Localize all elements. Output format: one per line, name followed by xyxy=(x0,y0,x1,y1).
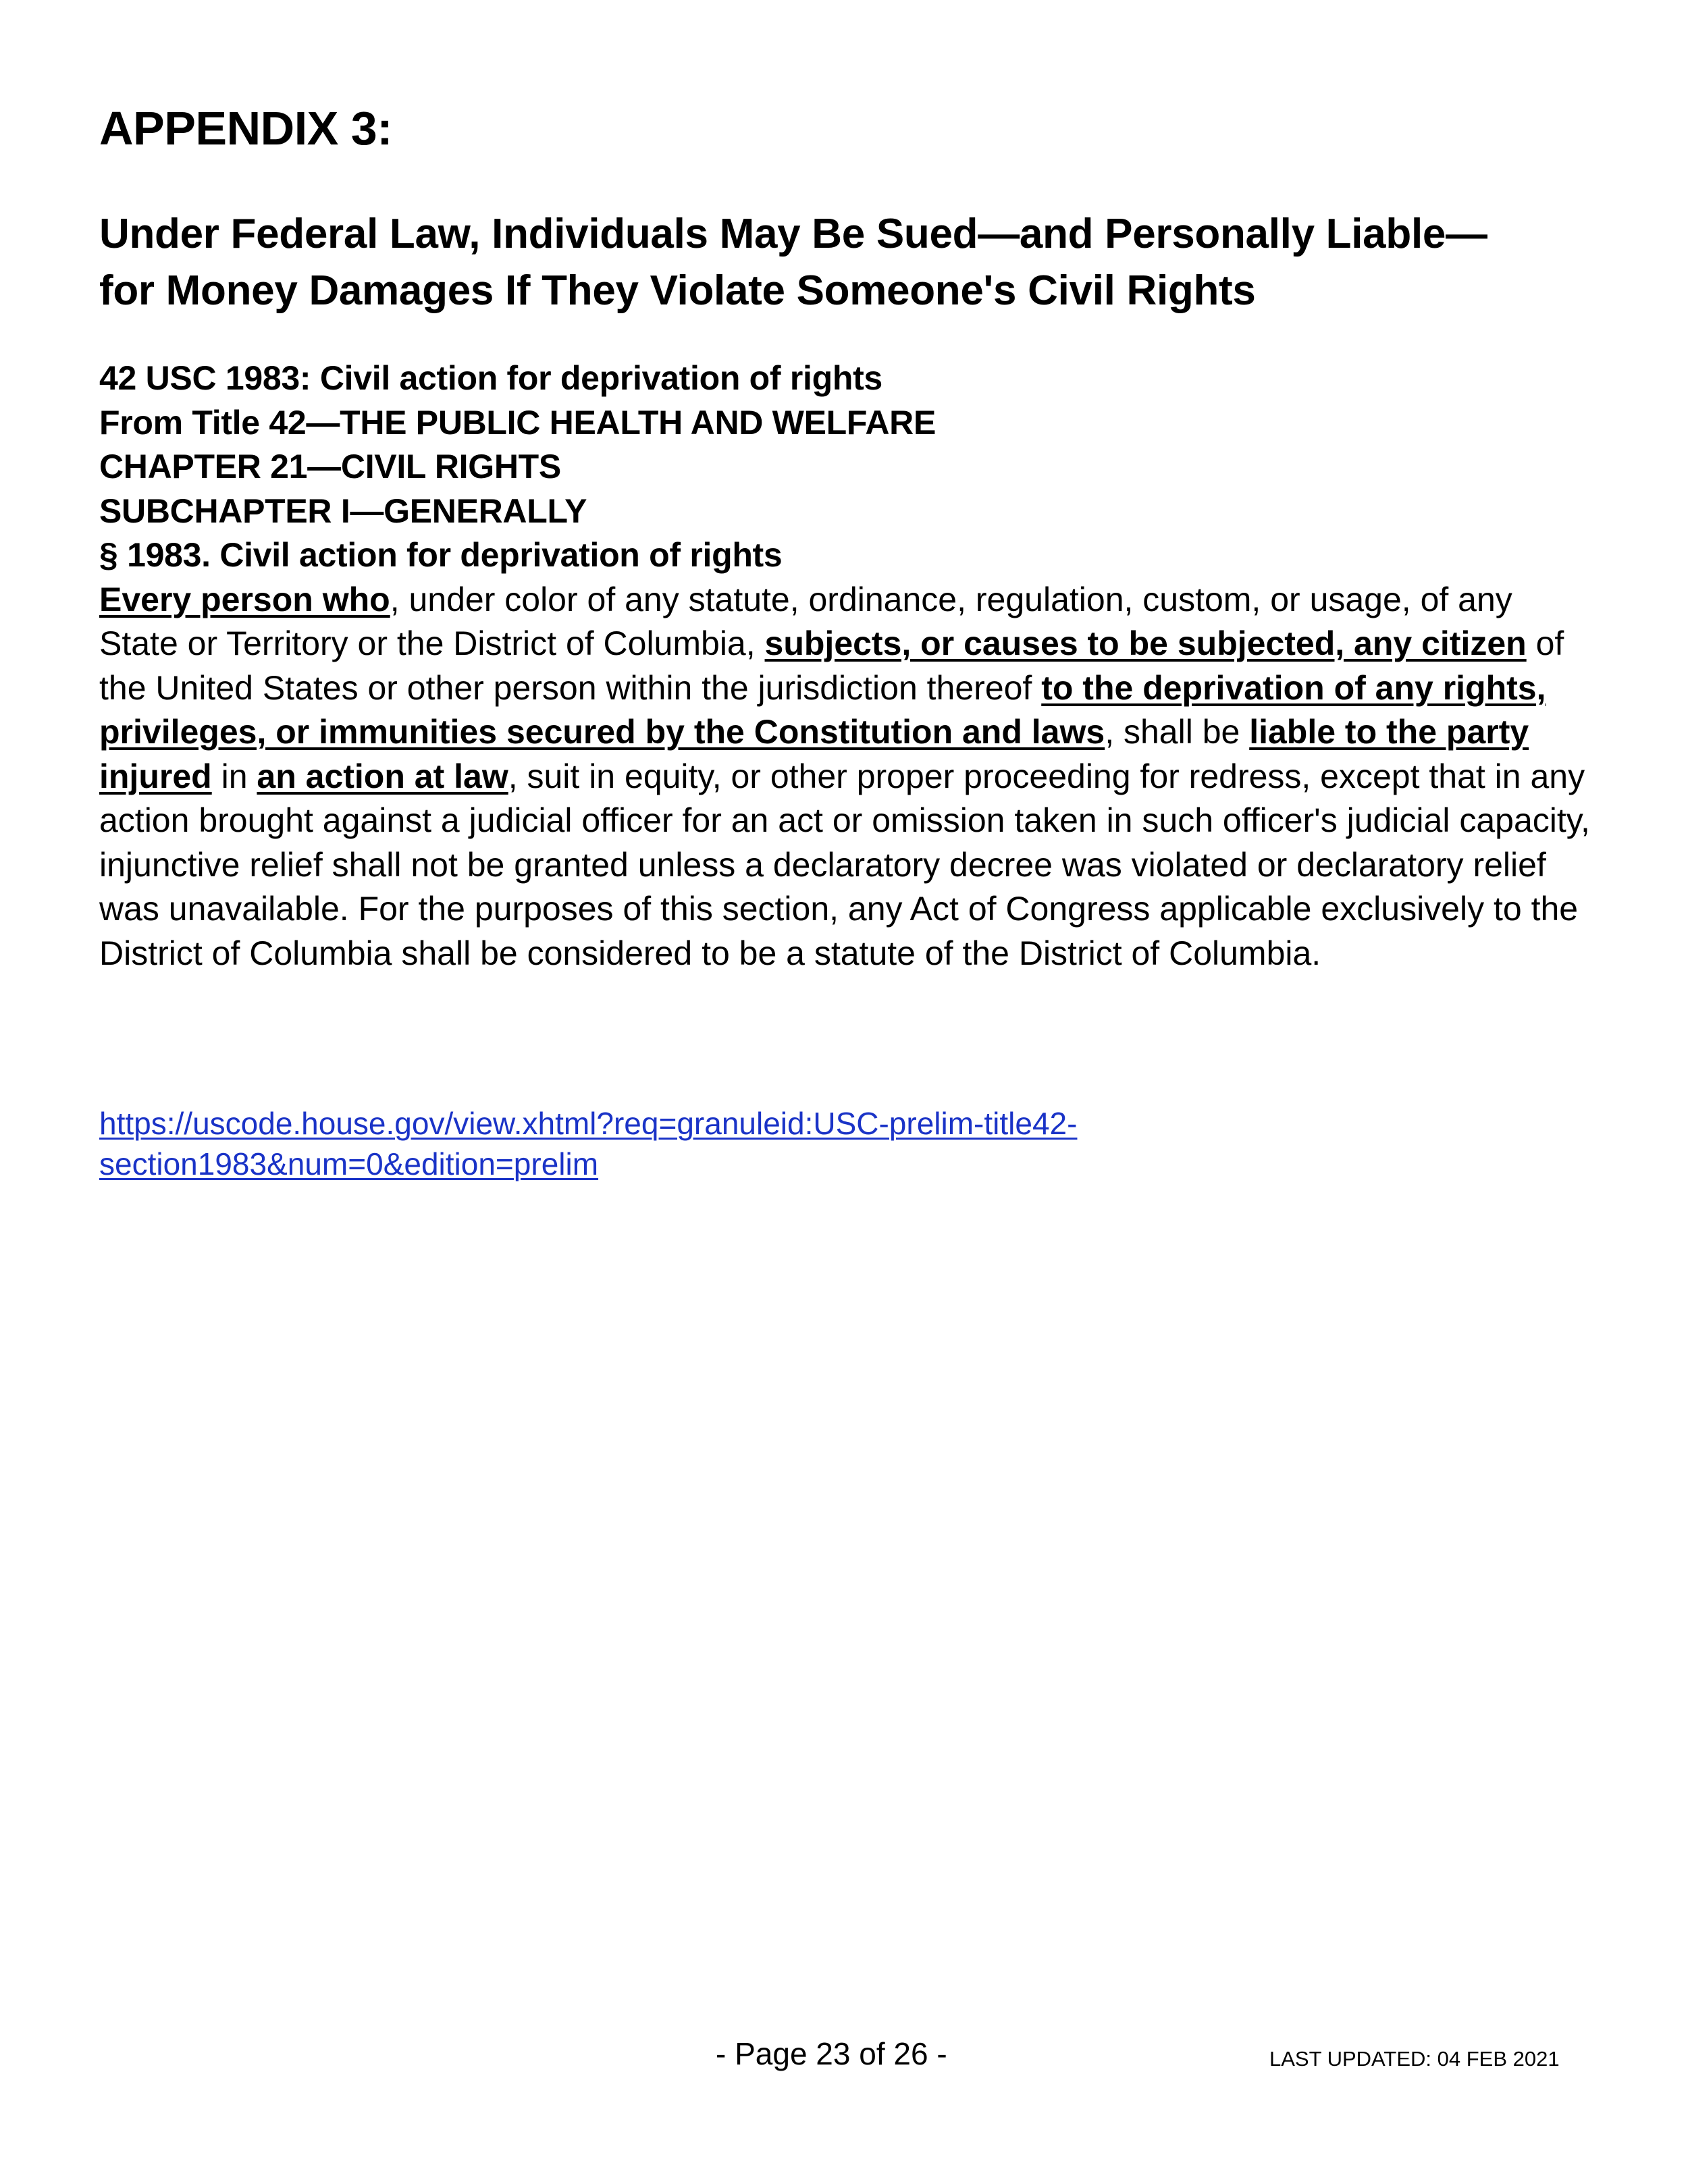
statute-chapter: CHAPTER 21—CIVIL RIGHTS xyxy=(99,448,561,485)
main-heading-line-2: for Money Damages If They Violate Someone's Civil Rights xyxy=(99,267,1256,314)
main-heading-line-1: Under Federal Law, Individuals May Be Sued—and Personally Liable— xyxy=(99,211,1487,257)
emphasis-subjects: subjects, or causes to be subjected, any citizen xyxy=(764,624,1527,662)
statute-text-segment: of the United States or other person within the jurisdiction thereof xyxy=(99,624,1564,707)
statute-text-segment: , under color of any statute, ordinance, regulation, custom, or usage, of any State or Territory or the District of Columbia, xyxy=(99,580,1512,662)
source-link-line-2: section1983&num=0&edition=prelim xyxy=(99,1146,599,1181)
source-link[interactable] xyxy=(99,1103,1288,1184)
statute-text-segment: , suit in equity, or other proper proceeding for redress, except that in any action brought against a judicial officer for an act or omission taken in such officer's judicial capacity, injunctive relief shall not be granted unless a declaratory decree was violated or declaratory relief was unavailable. For the purposes of this section, any Act of Congress applicable exclusively to the District of Columbia shall be considered to be a statute of the District of Columbia. xyxy=(99,757,1590,972)
main-heading xyxy=(99,206,1598,319)
statute-citation: 42 USC 1983: Civil action for deprivation of rights xyxy=(99,359,882,397)
statute-text xyxy=(99,578,1598,976)
statute-section: § 1983. Civil action for deprivation of rights xyxy=(99,536,783,574)
statute-block xyxy=(99,356,1598,976)
emphasis-deprivation: to the deprivation of any rights, privileges, or immunities secured by the Constitution and laws xyxy=(99,668,1546,751)
emphasis-action-at-law: an action at law xyxy=(257,757,508,795)
source-link-line-1: https://uscode.house.gov/view.xhtml?req=granuleid:USC-prelim-title42- xyxy=(99,1106,1078,1141)
appendix-title: APPENDIX 3: xyxy=(99,102,393,155)
statute-subchapter: SUBCHAPTER I—GENERALLY xyxy=(99,491,587,530)
statute-title: From Title 42—THE PUBLIC HEALTH AND WELFARE xyxy=(99,403,937,442)
emphasis-every-person: Every person who xyxy=(99,580,390,618)
page-number: - Page 23 of 26 - xyxy=(716,2036,947,2071)
statute-text-segment: , shall be xyxy=(1105,713,1250,751)
last-updated: LAST UPDATED: 04 FEB 2021 xyxy=(1269,2047,1560,2071)
statute-text-segment: in xyxy=(211,757,257,795)
emphasis-liable: liable to the party injured xyxy=(99,713,1529,795)
